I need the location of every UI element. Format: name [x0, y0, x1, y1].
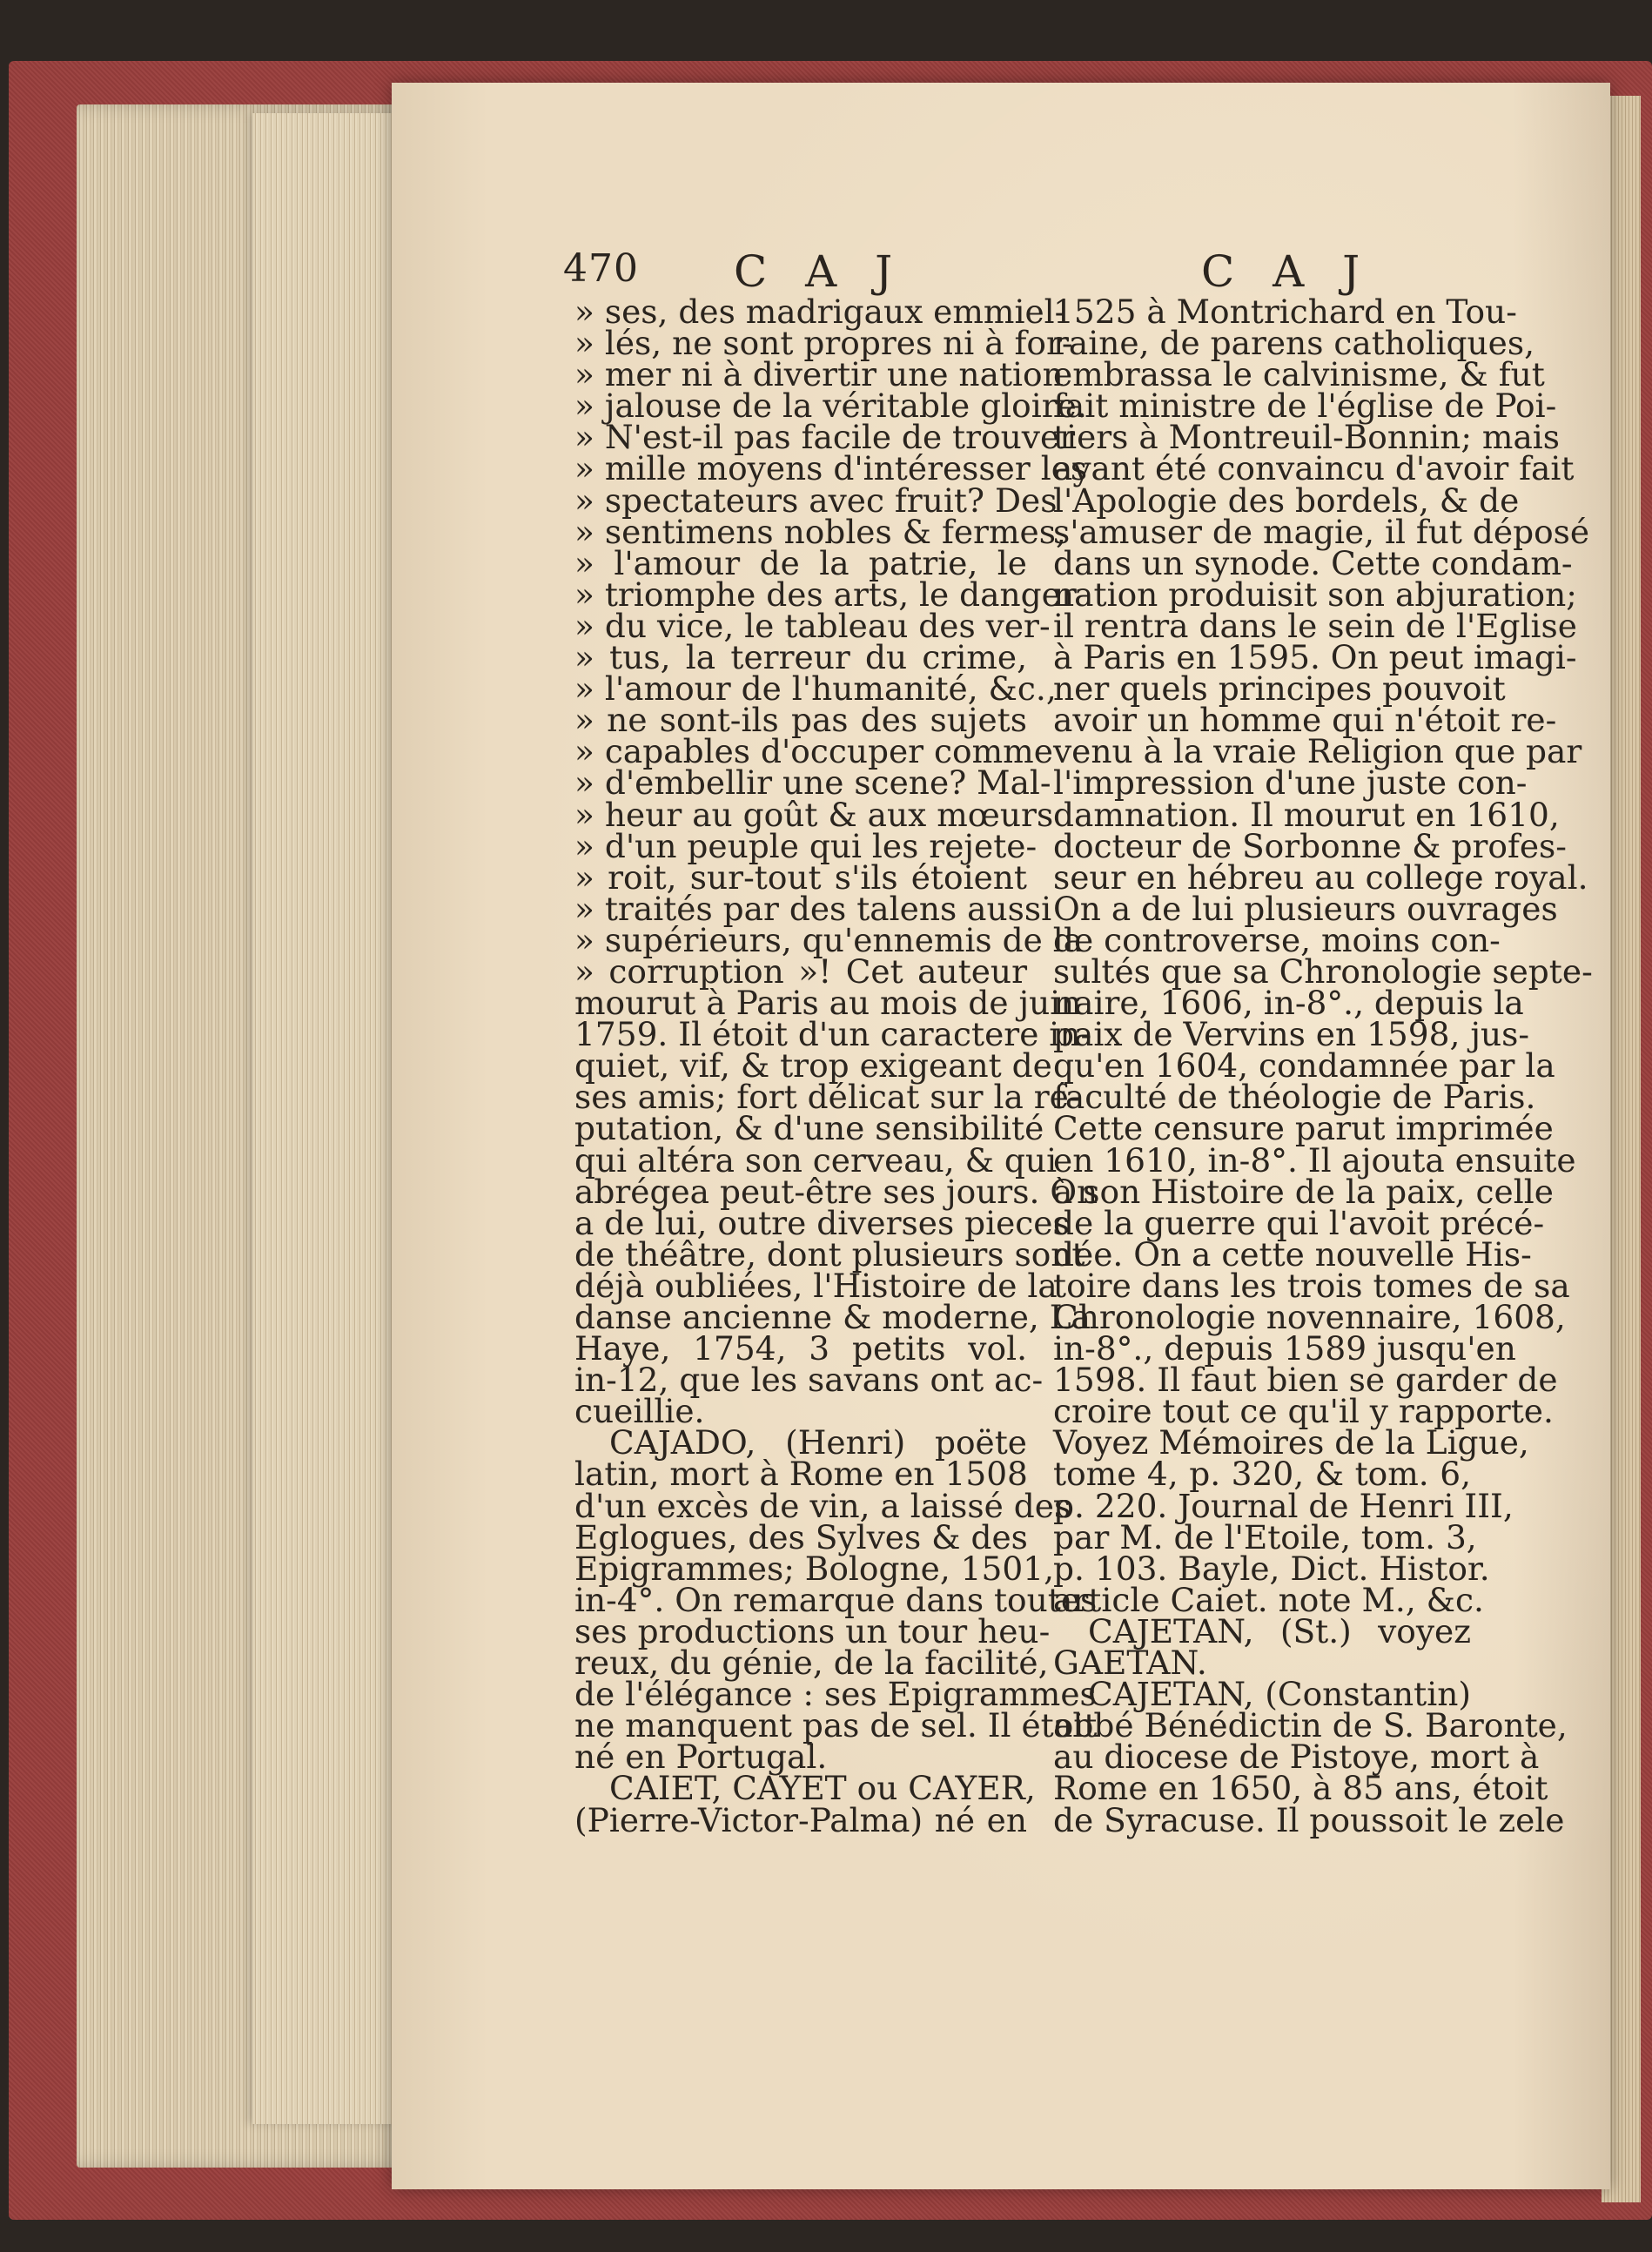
- text-line: » lés, ne sont propres ni à for-: [574, 324, 1073, 363]
- page-block-inner-edges: [252, 113, 400, 2124]
- text-line: » d'un peuple qui les rejete-: [574, 826, 1038, 865]
- text-line: Voyez Mémoires de la Ligue,: [1053, 1423, 1529, 1462]
- text-line: ner quels principes pouvoit: [1053, 669, 1506, 709]
- text-line: CAIET, CAYET ou CAYER,: [609, 1769, 1036, 1808]
- text-line: de théâtre, dont plusieurs sont: [574, 1234, 1085, 1274]
- text-line: nation produisit son abjuration;: [1053, 575, 1577, 614]
- text-line: in-8°., depuis 1589 jusqu'en: [1053, 1329, 1516, 1368]
- text-line: ne manquent pas de sel. Il étoit: [574, 1706, 1098, 1745]
- text-line: de l'élégance : ses Epigrammes: [574, 1675, 1097, 1714]
- text-line: docteur de Sorbonne & profes-: [1053, 826, 1567, 865]
- text-line: » l'amour de l'humanité, &c.,: [574, 669, 1057, 709]
- text-line: damnation. Il mourut en 1610,: [1053, 795, 1560, 834]
- text-line: » tus, la terreur du crime,: [574, 638, 1027, 677]
- text-line: » heur au goût & aux mœurs: [574, 795, 1054, 834]
- text-line: ses productions un tour heu-: [574, 1611, 1051, 1650]
- text-line: tome 4, p. 320, & tom. 6,: [1053, 1455, 1471, 1494]
- text-line: cueillie.: [574, 1392, 705, 1431]
- text-line: mourut à Paris au mois de juin: [574, 984, 1082, 1023]
- text-line: » d'embellir une scene? Mal-: [574, 763, 1051, 803]
- text-line: qu'en 1604, condamnée par la: [1053, 1046, 1555, 1086]
- text-line: (Pierre-Victor-Palma) né en: [574, 1800, 1027, 1839]
- text-line: danse ancienne & moderne, La: [574, 1298, 1091, 1336]
- text-line: Eglogues, des Sylves & des: [574, 1517, 1028, 1556]
- text-line: a de lui, outre diverses pieces: [574, 1203, 1070, 1242]
- text-line: de controverse, moins con-: [1053, 920, 1501, 959]
- text-line: » traités par des talens aussi: [574, 889, 1052, 928]
- text-line: article Caiet. note M., &c.: [1053, 1580, 1484, 1619]
- text-line: raine, de parens catholiques,: [1053, 324, 1535, 363]
- text-line: quiet, vif, & trop exigeant de: [574, 1046, 1052, 1086]
- text-line: tiers à Montreuil-Bonnin; mais: [1053, 418, 1561, 457]
- text-line: par M. de l'Etoile, tom. 3,: [1053, 1517, 1477, 1556]
- text-line: embrassa le calvinisme, & fut: [1053, 355, 1545, 394]
- text-line: » N'est-il pas facile de trouver: [574, 418, 1076, 457]
- text-line: » triomphe des arts, le danger: [574, 575, 1077, 614]
- text-line: p. 103. Bayle, Dict. Histor.: [1053, 1549, 1490, 1588]
- text-line: Chronologie novennaire, 1608,: [1053, 1298, 1566, 1336]
- text-line: GAETAN.: [1053, 1644, 1207, 1683]
- text-line: faculté de théologie de Paris.: [1053, 1078, 1536, 1117]
- text-line: s'amuser de magie, il fut déposé: [1053, 512, 1590, 551]
- text-line: latin, mort à Rome en 1508: [574, 1455, 1028, 1494]
- text-line: dans un synode. Cette condam-: [1053, 543, 1573, 582]
- running-head-right: C A J: [1201, 246, 1373, 297]
- text-line: CAJETAN, (Constantin): [1088, 1675, 1471, 1714]
- text-line: Haye, 1754, 3 petits vol.: [574, 1329, 1027, 1368]
- text-line: » jalouse de la véritable gloire.: [574, 387, 1087, 426]
- text-line: venu à la vraie Religion que par: [1053, 732, 1582, 771]
- text-line: in-4°. On remarque dans toutes: [574, 1580, 1098, 1619]
- text-line: toire dans les trois tomes de sa: [1053, 1266, 1570, 1305]
- text-line: paix de Vervins en 1598, jus-: [1053, 1015, 1530, 1054]
- text-line: in-12, que les savans ont ac-: [574, 1361, 1044, 1400]
- text-line: à son Histoire de la paix, celle: [1053, 1172, 1554, 1211]
- text-line: » capables d'occuper comme: [574, 732, 1053, 771]
- text-line: On a de lui plusieurs ouvrages: [1053, 889, 1558, 928]
- text-line: de la guerre qui l'avoit précé-: [1053, 1203, 1545, 1242]
- text-line: croire tout ce qu'il y rapporte.: [1053, 1392, 1554, 1431]
- text-line: abbé Bénédictin de S. Baronte,: [1053, 1706, 1568, 1745]
- text-line: » spectateurs avec fruit? Des: [574, 481, 1058, 520]
- text-line: reux, du génie, de la facilité,: [574, 1644, 1049, 1683]
- page-number: 470: [563, 246, 639, 291]
- text-line: » mille moyens d'intéresser les: [574, 449, 1088, 488]
- text-line: l'Apologie des bordels, & de: [1053, 481, 1520, 520]
- text-line: fait ministre de l'église de Poi-: [1053, 387, 1557, 426]
- text-line: sultés que sa Chronologie septe-: [1053, 951, 1593, 991]
- text-line: ses amis; fort délicat sur la ré-: [574, 1078, 1080, 1117]
- left-column: [574, 292, 1098, 1839]
- text-line: abrégea peut-être ses jours. On: [574, 1172, 1098, 1211]
- text-line: 1525 à Montrichard en Tou-: [1053, 292, 1517, 331]
- text-line: il rentra dans le sein de l'Eglise: [1053, 606, 1577, 645]
- text-line: au diocese de Pistoye, mort à: [1053, 1738, 1540, 1777]
- text-line: » ne sont-ils pas des sujets: [574, 701, 1027, 740]
- text-line: CAJADO, (Henri) poëte: [609, 1423, 1027, 1462]
- text-line: l'impression d'une juste con-: [1053, 763, 1528, 803]
- text-line: 1759. Il étoit d'un caractere in-: [574, 1015, 1092, 1054]
- text-line: Rome en 1650, à 85 ans, étoit: [1053, 1769, 1548, 1808]
- text-line: naire, 1606, in-8°., depuis la: [1053, 984, 1524, 1023]
- text-line: en 1610, in-8°. Il ajouta ensuite: [1053, 1140, 1576, 1180]
- text-line: seur en hébreu au college royal.: [1053, 857, 1588, 897]
- text-line: putation, & d'une sensibilité: [574, 1109, 1044, 1148]
- text-line: » roit, sur-tout s'ils étoient: [574, 857, 1027, 897]
- text-line: » l'amour de la patrie, le: [574, 543, 1027, 582]
- text-line: avoir un homme qui n'étoit re-: [1053, 701, 1557, 740]
- text-line: » ses, des madrigaux emmiel-: [574, 292, 1066, 331]
- text-line: d'un excès de vin, a laissé des: [574, 1486, 1071, 1525]
- text-line: Epigrammes; Bologne, 1501,: [574, 1549, 1055, 1588]
- running-head-left: C A J: [734, 246, 905, 297]
- text-line: qui altéra son cerveau, & qui: [574, 1140, 1058, 1180]
- text-line: de Syracuse. Il poussoit le zele: [1053, 1800, 1565, 1839]
- right-column: [1053, 292, 1593, 1839]
- text-line: 1598. Il faut bien se garder de: [1053, 1361, 1558, 1400]
- text-line: » supérieurs, qu'ennemis de la: [574, 920, 1084, 959]
- text-line: » mer ni à divertir une nation: [574, 355, 1064, 394]
- text-line: à Paris en 1595. On peut imagi-: [1053, 638, 1577, 677]
- text-line: CAJETAN, (St.) voyez: [1088, 1611, 1471, 1650]
- text-line: p. 220. Journal de Henri III,: [1053, 1486, 1514, 1525]
- text-line: déjà oubliées, l'Histoire de la: [574, 1266, 1058, 1305]
- text-line: » corruption »! Cet auteur: [574, 951, 1027, 991]
- text-line: Cette censure parut imprimée: [1053, 1109, 1554, 1148]
- text-line: dée. On a cette nouvelle His-: [1053, 1234, 1532, 1274]
- text-line: ayant été convaincu d'avoir fait: [1053, 449, 1575, 488]
- text-line: né en Portugal.: [574, 1738, 828, 1777]
- text-line: » du vice, le tableau des ver-: [574, 606, 1051, 645]
- text-line: » sentimens nobles & fermes,: [574, 512, 1066, 551]
